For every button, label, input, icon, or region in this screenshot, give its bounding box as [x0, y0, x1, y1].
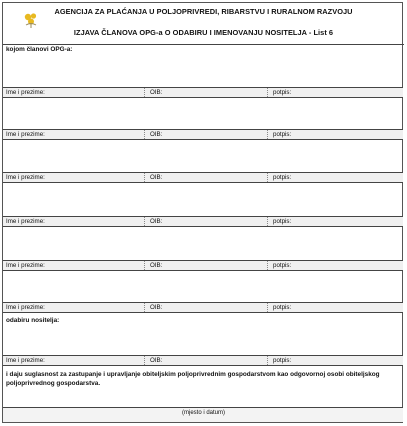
- oib-label: OIB:: [150, 131, 163, 138]
- name-label: Ime i prezime:: [6, 89, 45, 96]
- signature-label: potpis:: [273, 304, 292, 311]
- signature-label: potpis:: [273, 218, 292, 225]
- name-label: Ime i prezime:: [6, 357, 45, 364]
- signature-label: potpis:: [273, 357, 292, 364]
- member-row: [3, 172, 403, 183]
- name-label: Ime i prezime:: [6, 304, 45, 311]
- header-divider: [3, 44, 404, 45]
- name-label: Ime i prezime:: [6, 131, 45, 138]
- form-title: IZJAVA ČLANOVA OPG-a O ODABIRU I IMENOVANJU NOSITELJA - List 6: [73, 28, 334, 37]
- members-label: kojom članovi OPG-a:: [6, 46, 73, 53]
- holder-row: [3, 355, 403, 366]
- place-date-label: (mjesto i datum): [181, 410, 225, 416]
- name-label: Ime i prezime:: [6, 262, 45, 269]
- oib-label: OIB:: [150, 174, 163, 181]
- oib-label: OIB:: [150, 357, 163, 364]
- signature-label: potpis:: [273, 131, 292, 138]
- signature-label: potpis:: [273, 89, 292, 96]
- member-row: [3, 87, 403, 98]
- member-row: [3, 260, 403, 271]
- member-row: [3, 216, 403, 227]
- holder-label: odabiru nositelja:: [6, 317, 60, 324]
- name-label: Ime i prezime:: [6, 218, 45, 225]
- member-row: [3, 302, 403, 313]
- name-label: Ime i prezime:: [6, 174, 45, 181]
- consent-statement: i daju suglasnost za zastupanje i upravljanje obiteljskim poljoprivrednim gospodarstvom kao odgovornoj osobi obiteljskog poljoprivrednog gospodarstva.: [6, 371, 380, 387]
- member-row: [3, 129, 403, 140]
- oib-label: OIB:: [150, 262, 163, 269]
- agency-title: AGENCIJA ZA PLAĆANJA U POLJOPRIVREDI, RIBARSTVU I RURALNOM RAZVOJU: [54, 7, 353, 16]
- oib-label: OIB:: [150, 218, 163, 225]
- signature-label: potpis:: [273, 174, 292, 181]
- oib-label: OIB:: [150, 304, 163, 311]
- oib-label: OIB:: [150, 89, 163, 96]
- signature-label: potpis:: [273, 262, 292, 269]
